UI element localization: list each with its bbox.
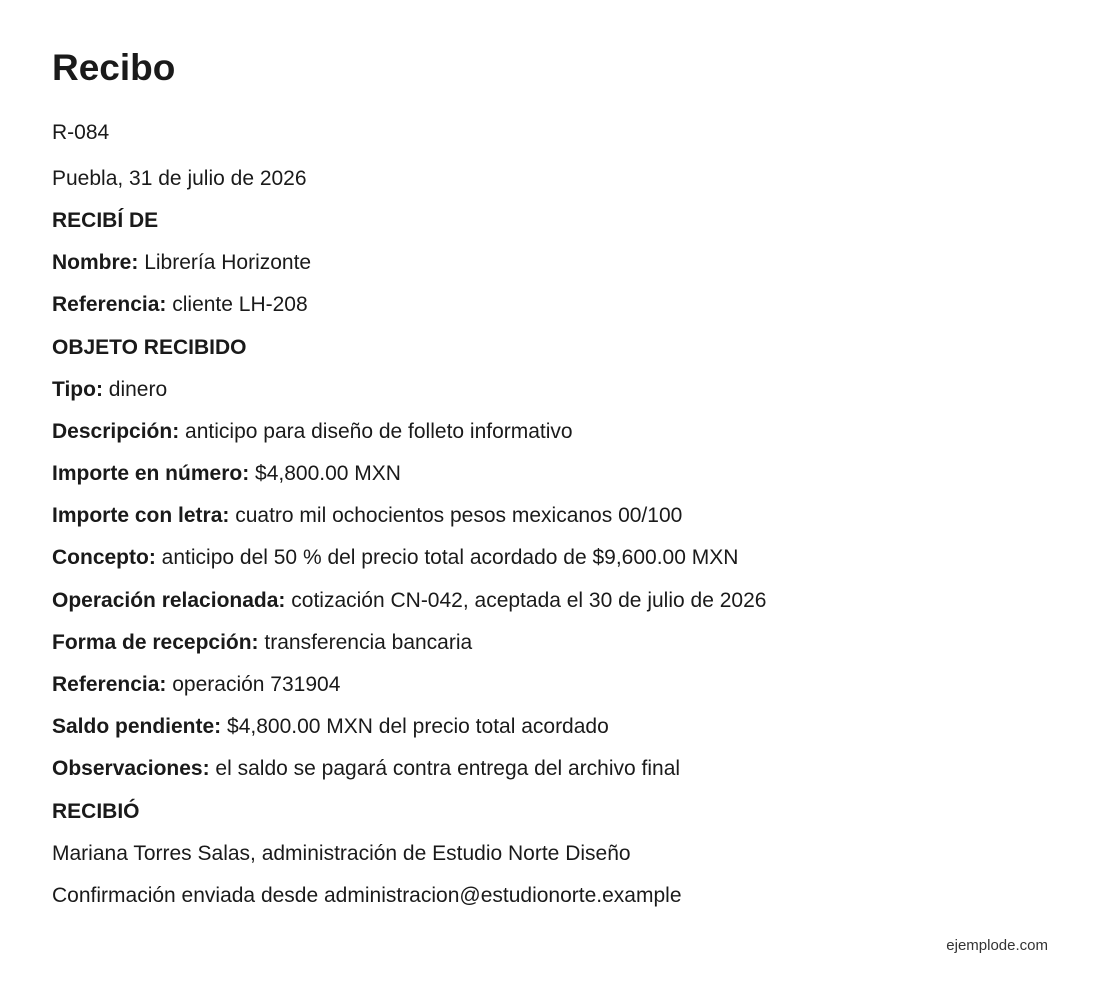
field-related-operation-value: cotización CN-042, aceptada el 30 de julio de 2026 bbox=[291, 589, 767, 612]
field-client-reference-label: Referencia: bbox=[52, 293, 167, 316]
field-client-reference bbox=[52, 292, 308, 318]
field-name-label: Nombre: bbox=[52, 251, 139, 274]
section-heading-object-received: OBJETO RECIBIDO bbox=[52, 336, 247, 359]
field-operation-reference-label: Referencia: bbox=[52, 673, 167, 696]
field-operation-reference bbox=[52, 672, 340, 698]
field-concept-value: anticipo del 50 % del precio total acordado de $9,600.00 MXN bbox=[161, 546, 739, 569]
field-reception-method bbox=[52, 630, 472, 656]
place-date: Puebla, 31 de julio de 2026 bbox=[52, 167, 307, 190]
field-reception-method-value: transferencia bancaria bbox=[264, 631, 473, 654]
field-amount-number-value: $4,800.00 MXN bbox=[255, 462, 401, 485]
field-name-value: Librería Horizonte bbox=[144, 251, 312, 274]
field-description-label: Descripción: bbox=[52, 420, 180, 443]
field-amount-number bbox=[52, 461, 401, 487]
field-concept-label: Concepto: bbox=[52, 546, 156, 569]
field-concept bbox=[52, 545, 738, 571]
field-amount-words-value: cuatro mil ochocientos pesos mexicanos 00/100 bbox=[235, 504, 683, 527]
document-title: Recibo bbox=[52, 47, 176, 88]
receipt-number: R-084 bbox=[52, 121, 110, 144]
field-type-value: dinero bbox=[108, 378, 168, 401]
field-client-reference-value: cliente LH-208 bbox=[172, 293, 308, 316]
field-amount-words bbox=[52, 503, 682, 529]
confirmation-line: Confirmación enviada desde administracion@estudionorte.example bbox=[52, 884, 682, 907]
field-amount-words-label: Importe con letra: bbox=[52, 504, 230, 527]
field-reception-method-label: Forma de recepción: bbox=[52, 631, 259, 654]
section-heading-received-by: RECIBIÓ bbox=[52, 800, 140, 823]
field-operation-reference-value: operación 731904 bbox=[172, 673, 341, 696]
field-pending-balance bbox=[52, 714, 609, 740]
field-observations bbox=[52, 756, 680, 782]
field-pending-balance-label: Saldo pendiente: bbox=[52, 715, 222, 738]
section-heading-received-from: RECIBÍ DE bbox=[52, 209, 159, 232]
field-pending-balance-value: $4,800.00 MXN del precio total acordado bbox=[227, 715, 609, 738]
field-observations-label: Observaciones: bbox=[52, 757, 210, 780]
field-name bbox=[52, 250, 311, 276]
field-description bbox=[52, 419, 573, 445]
field-description-value: anticipo para diseño de folleto informativo bbox=[185, 420, 573, 443]
field-amount-number-label: Importe en número: bbox=[52, 462, 250, 485]
field-type bbox=[52, 377, 167, 403]
field-related-operation-label: Operación relacionada: bbox=[52, 589, 286, 612]
field-observations-value: el saldo se pagará contra entrega del archivo final bbox=[215, 757, 681, 780]
receiver-person: Mariana Torres Salas, administración de Estudio Norte Diseño bbox=[52, 842, 631, 865]
field-type-label: Tipo: bbox=[52, 378, 103, 401]
footer-site-credit: ejemplode.com bbox=[946, 937, 1048, 954]
field-related-operation bbox=[52, 588, 766, 614]
